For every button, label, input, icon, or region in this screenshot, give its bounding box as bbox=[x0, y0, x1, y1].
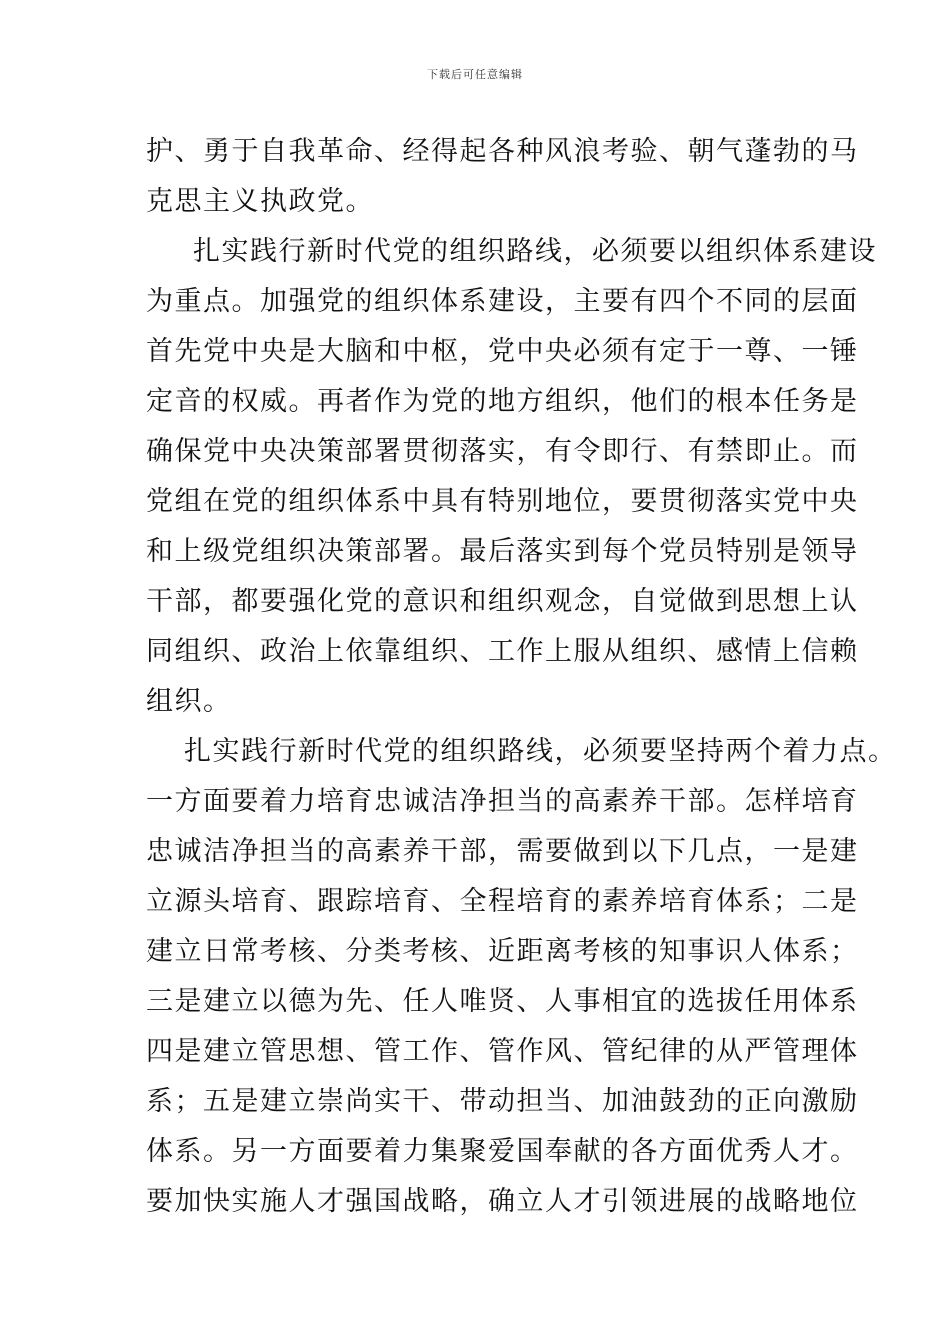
text-line: 要加快实施人才强国战略，确立人才引领进展的战略地位 bbox=[146, 1186, 859, 1217]
text-line: 首先党中央是大脑和中枢，党中央必须有定于一尊、一锤 bbox=[146, 336, 859, 367]
text-line: 和上级党组织决策部署。最后落实到每个党员特别是领导 bbox=[146, 536, 859, 567]
text-line: 定音的权威。再者作为党的地方组织，他们的根本任务是 bbox=[146, 386, 859, 417]
text-line: 四是建立管思想、管工作、管作风、管纪律的从严管理体 bbox=[146, 1036, 859, 1067]
text-line: 三是建立以德为先、任人唯贤、人事相宜的选拔任用体系 bbox=[146, 986, 859, 1017]
page-header: 下载后可任意编辑 bbox=[427, 68, 523, 81]
text-line: 确保党中央决策部署贯彻落实，有令即行、有禁即止。而 bbox=[146, 436, 859, 467]
text-line: 党组在党的组织体系中具有特别地位，要贯彻落实党中央 bbox=[146, 486, 859, 517]
text-line: 干部，都要强化党的意识和组织观念，自觉做到思想上认 bbox=[146, 586, 859, 617]
text-line: 同组织、政治上依靠组织、工作上服从组织、感情上信赖 bbox=[146, 636, 859, 667]
text-line: 护、勇于自我革命、经得起各种风浪考验、朝气蓬勃的马 bbox=[146, 136, 859, 167]
text-line: 扎实践行新时代党的组织路线，必须要坚持两个着力点。 bbox=[184, 736, 897, 767]
text-line: 克思主义执政党。 bbox=[146, 186, 374, 217]
text-line: 体系。另一方面要着力集聚爱国奉献的各方面优秀人才。 bbox=[146, 1136, 859, 1167]
text-line: 扎实践行新时代党的组织路线，必须要以组织体系建设 bbox=[193, 236, 877, 267]
text-line: 为重点。加强党的组织体系建设，主要有四个不同的层面 bbox=[146, 286, 859, 317]
text-line: 忠诚洁净担当的高素养干部，需要做到以下几点，一是建 bbox=[146, 836, 859, 867]
text-line: 立源头培育、跟踪培育、全程培育的素养培育体系；二是 bbox=[146, 886, 859, 917]
text-line: 建立日常考核、分类考核、近距离考核的知事识人体系； bbox=[146, 936, 859, 967]
text-line: 组织。 bbox=[146, 686, 232, 717]
text-line: 系；五是建立崇尚实干、带动担当、加油鼓劲的正向激励 bbox=[146, 1086, 859, 1117]
text-line: 一方面要着力培育忠诚洁净担当的高素养干部。怎样培育 bbox=[146, 786, 859, 817]
